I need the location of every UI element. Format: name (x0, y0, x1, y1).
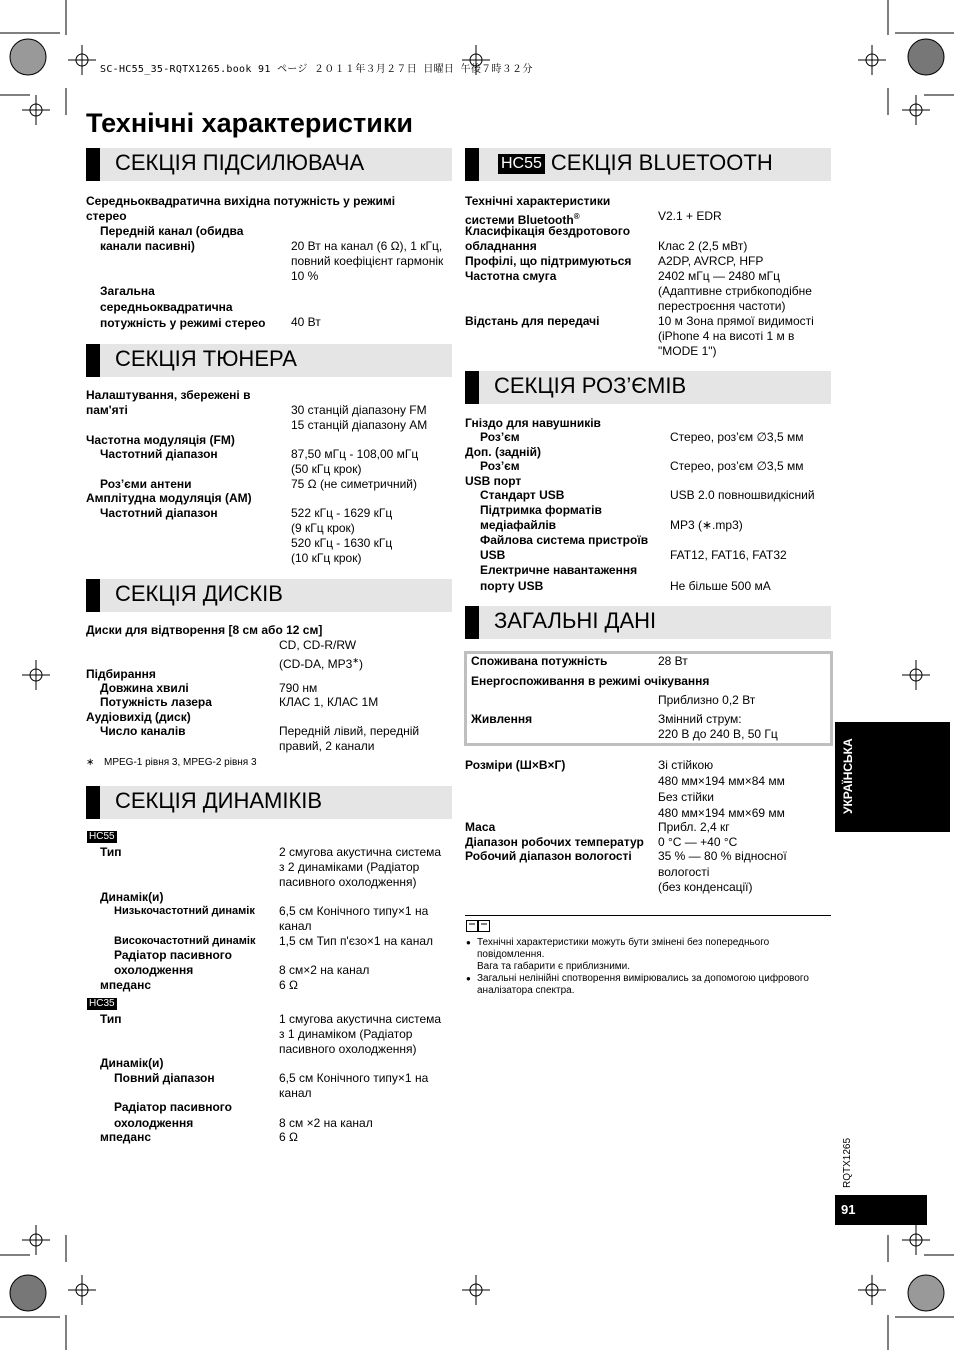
spk35-fullrange-value-2: канал (279, 1086, 312, 1100)
spk35-type-value-3: пасивного охолодження) (279, 1042, 417, 1056)
hc55-badge: HC55 (89, 831, 115, 842)
spk35-impedance-value: 6 Ω (279, 1130, 298, 1144)
gen-power-value: 28 Вт (658, 654, 688, 668)
amp-front-label-2: канали пасивні) (100, 239, 195, 253)
spk35-units-label: Динамік(и) (100, 1056, 164, 1070)
amp-front-value: 20 Вт на канал (6 Ω), 1 кГц, (291, 239, 443, 253)
conn-aux-jack-label: Роз’єм (480, 459, 520, 473)
bt-band-value-2: (Адаптивне стрибкоподібне (658, 284, 812, 298)
hc35-badge: HC35 (89, 998, 115, 1009)
spk55-type-value-2: з 2 динаміками (Радіатор (279, 860, 420, 874)
spk35-radiator-label-2: охолодження (114, 1116, 194, 1130)
conn-usb-fs-label: Файлова система пристроїв (480, 533, 649, 547)
spk55-impedance-value: 6 Ω (279, 978, 298, 992)
bt-class-label-2: обладнання (465, 239, 537, 253)
amp-front-label: Передній канал (обидва (100, 224, 244, 238)
gen-standby-label: Енергоспоживання в режимі очікування (471, 674, 710, 688)
disc-laser-label: Потужність лазера (100, 695, 212, 709)
gen-power-label: Споживана потужність (471, 654, 608, 668)
language-tab-label: УКРАЇНСЬКА (841, 738, 855, 814)
tuner-am-range-value-2: 520 кГц - 1630 кГц (291, 536, 393, 550)
bt-spec-value: V2.1 + EDR (658, 209, 722, 223)
spk35-type-label: Тип (100, 1012, 122, 1026)
conn-headphone-label: Гніздо для навушників (465, 416, 601, 430)
book-header: SC-HC55_35-RQTX1265.book 91 ページ ２０１１年３月２７日 日曜日 午後７時３２分 (100, 64, 533, 75)
disc-play-value-2 (279, 653, 363, 672)
spk55-type-label: Тип (100, 845, 122, 859)
gen-temp-label: Діапазон робочих температур (465, 835, 644, 849)
spk35-fullrange-value: 6,5 см Конічного типу×1 на (279, 1071, 429, 1085)
conn-usb-format-value: MP3 (∗.mp3) (670, 518, 743, 532)
page-number: 91 (841, 1202, 856, 1217)
registered-mark: ® (573, 212, 580, 221)
document-code: RQTX1265 (842, 1137, 853, 1188)
conn-usb-load-value: Не більше 500 мА (670, 579, 771, 593)
amp-total-value: 40 Вт (291, 315, 321, 329)
tuner-memory-value: 30 станцій діапазону FM (291, 403, 427, 417)
bt-band-value: 2402 мГц — 2480 мГц (658, 269, 780, 283)
disc-footnote: MPEG-1 рівня 3, MPEG-2 рівня 3 (104, 757, 257, 768)
tuner-am-range-label: Частотний діапазон (100, 506, 218, 520)
spk55-impedance-label: мпеданс (100, 978, 152, 992)
amp-rms-label-2: стерео (86, 209, 127, 223)
section-connectors-header (465, 371, 831, 404)
page-number-box (835, 1195, 927, 1225)
disc-laser-value: КЛАС 1, КЛАС 1M (279, 695, 379, 709)
section-speakers-title: СЕКЦІЯ ДИНАМІКІВ (115, 788, 323, 813)
conn-aux-label: Доп. (задній) (465, 445, 541, 459)
gen-mass-value: Прибл. 2,4 кг (658, 820, 730, 834)
amp-total-label-3: потужність у режимі стерео (100, 316, 266, 330)
spk35-type-value-2: з 1 динаміком (Радіатор (279, 1027, 413, 1041)
gen-dimensions-value: Зі стійкою (658, 758, 714, 772)
gen-standby-value: Приблизно 0,2 Вт (658, 693, 756, 707)
conn-usb-fs-label-2: USB (480, 548, 506, 562)
gen-mass-label: Маса (465, 820, 496, 834)
amp-front-value-3: 10 % (291, 269, 319, 283)
note-1-line-3: Вага та габарити є приблизними. (477, 961, 631, 972)
spk35-radiator-label: Радіатор пасивного (114, 1100, 232, 1114)
bt-spec-label-text: системи Bluetooth (465, 213, 574, 227)
gen-humidity-value-2: вологості (658, 865, 710, 879)
section-amp-header (86, 148, 452, 181)
note-2: Загальні нелінійні спотворення вимірювались за допомогою цифрового (477, 973, 809, 984)
bt-distance-value-2: (iPhone 4 на висоті 1 м в (658, 329, 795, 343)
spk55-radiator-label: Радіатор пасивного (114, 948, 232, 962)
gen-dimensions-value-4: 480 мм×194 мм×69 мм (658, 806, 785, 820)
section-disc-header (86, 579, 452, 612)
tuner-am-step-value-2: (10 кГц крок) (291, 551, 362, 565)
section-amp-title: СЕКЦІЯ ПІДСИЛЮВАЧА (115, 150, 365, 175)
note-bullet-1: ● (466, 938, 471, 947)
disc-play-value: CD, CD-R/RW (279, 638, 357, 652)
disc-channels-value-2: правий, 2 канали (279, 739, 375, 753)
disc-channels-value: Передній лівий, передній (279, 724, 420, 738)
note-bullet-2: ● (466, 974, 471, 983)
notes-divider (465, 915, 831, 916)
footnote-mark: ∗ (352, 656, 360, 665)
spk55-type-value-3: пасивного охолодження) (279, 875, 417, 889)
spk55-woofer-label: Низькочастотний динамік (114, 905, 255, 917)
book-icon (466, 920, 490, 932)
section-bluetooth-header (465, 148, 831, 181)
bt-distance-value-3: "MODE 1") (658, 344, 717, 358)
amp-rms-label: Середньоквадратична вихідна потужність у режимі (86, 194, 396, 208)
conn-usb-load-label-2: порту USB (480, 579, 544, 593)
conn-usb-load-label: Електричне навантаження (480, 563, 638, 577)
spk35-type-value: 1 смугова акустична система (279, 1012, 442, 1026)
disc-channels-label: Число каналів (100, 724, 186, 738)
spk55-type-value: 2 смугова акустична система (279, 845, 442, 859)
tuner-am-range-value: 522 кГц - 1629 кГц (291, 506, 393, 520)
conn-usb-fs-value: FAT12, FAT16, FAT32 (670, 548, 787, 562)
tuner-memory-value-2: 15 станцій діапазону AM (291, 418, 428, 432)
conn-usb-label: USB порт (465, 474, 522, 488)
note-2-line-2: аналізатора спектра. (477, 985, 575, 996)
disc-footnote-mark: ∗ (86, 757, 95, 768)
bt-distance-value: 10 м Зона прямої видимості (658, 314, 814, 328)
gen-supply-value-2: 220 В до 240 В, 50 Гц (658, 727, 778, 741)
conn-usb-format-label-2: медіафайлів (480, 518, 557, 532)
disc-play-label: Диски для відтворення [8 см або 12 см] (86, 623, 323, 637)
tuner-memory-label-2: пам'яті (86, 403, 128, 417)
section-bluetooth-title-wrap (498, 150, 773, 176)
bt-band-label: Частотна смуга (465, 269, 557, 283)
disc-wavelength-label: Довжина хвилі (100, 681, 189, 695)
amp-total-label-2: середньоквадратична (100, 300, 233, 314)
disc-play-formats: (CD-DA, MP3 (279, 657, 353, 671)
page-title: Технічні характеристики (86, 108, 413, 138)
section-general-header (465, 606, 831, 639)
tuner-am-step-value: (9 кГц крок) (291, 521, 355, 535)
conn-headphone-jack-label: Роз’єм (480, 430, 520, 444)
bt-spec-label: Технічні характеристики (465, 194, 611, 208)
spk55-woofer-value-2: канал (279, 919, 312, 933)
bt-band-value-3: перестроєння частоти) (658, 299, 786, 313)
tuner-fm-step-value: (50 кГц крок) (291, 462, 362, 476)
spk55-units-label: Динамік(и) (100, 890, 164, 904)
disc-audio-label: Аудіовихід (диск) (86, 710, 191, 724)
bt-distance-label: Відстань для передачі (465, 314, 600, 328)
tuner-antenna-label: Роз’єми антени (100, 477, 192, 491)
bt-class-value: Клас 2 (2,5 мВт) (658, 239, 748, 253)
spk35-radiator-value: 8 см ×2 на канал (279, 1116, 373, 1130)
section-tuner-title: СЕКЦІЯ ТЮНЕРА (115, 346, 297, 371)
tuner-fm-label: Частотна модуляція (FM) (86, 433, 235, 447)
spk35-impedance-label: мпеданс (100, 1130, 152, 1144)
gen-humidity-label: Робочий діапазон вологості (465, 849, 632, 863)
disc-play-formats-end: ) (359, 657, 364, 671)
gen-dimensions-value-3: Без стійки (658, 790, 714, 804)
spk55-tweeter-value: 1,5 см Тип п'єзо×1 на канал (279, 934, 434, 948)
conn-usb-std-value: USB 2.0 повношвидкісний (670, 488, 815, 502)
gen-dimensions-label: Розміри (Ш×В×Г) (465, 758, 566, 772)
language-tab (835, 722, 950, 832)
section-speakers-header (86, 786, 452, 819)
bt-profiles-value: A2DP, AVRCP, HFP (658, 254, 764, 268)
gen-supply-label: Живлення (471, 712, 533, 726)
spk55-radiator-value: 8 см×2 на канал (279, 963, 370, 977)
gen-humidity-value-3: (без конденсації) (658, 880, 753, 894)
tuner-fm-range-label: Частотний діапазон (100, 447, 218, 461)
disc-pickup-label: Підбирання (86, 667, 156, 681)
gen-temp-value: 0 °C — +40 °C (658, 835, 738, 849)
conn-headphone-value: Стерео, роз’єм ∅3,5 мм (670, 430, 804, 444)
tuner-fm-range-value: 87,50 мГц - 108,00 мГц (291, 447, 419, 461)
tuner-am-label: Амплітудна модуляція (AM) (86, 491, 252, 505)
spk55-woofer-value: 6,5 см Конічного типу×1 на (279, 904, 429, 918)
spk55-tweeter-label: Високочастотний динамік (114, 935, 256, 947)
section-general-title: ЗАГАЛЬНІ ДАНІ (494, 608, 657, 633)
gen-supply-value: Змінний струм: (658, 712, 742, 726)
section-disc-title: СЕКЦІЯ ДИСКІВ (115, 581, 283, 606)
conn-usb-std-label: Стандарт USB (480, 488, 565, 502)
tuner-antenna-value: 75 Ω (не симетричний) (291, 477, 417, 491)
spk35-fullrange-label: Повний діапазон (114, 1071, 215, 1085)
tuner-memory-label: Налаштування, збережені в (86, 388, 251, 402)
spk55-radiator-label-2: охолодження (114, 963, 194, 977)
bt-profiles-label: Профілі, що підтримуються (465, 254, 632, 268)
section-connectors-title: СЕКЦІЯ РОЗ’ЄМІВ (494, 373, 687, 398)
conn-aux-value: Стерео, роз’єм ∅3,5 мм (670, 459, 804, 473)
hc55-section-badge: HC55 (498, 154, 545, 174)
gen-humidity-value: 35 % — 80 % відносної (658, 849, 787, 863)
disc-wavelength-value: 790 нм (279, 681, 318, 695)
bt-class-label: Класифікація бездротового (465, 224, 631, 238)
gen-dimensions-value-2: 480 мм×194 мм×84 мм (658, 774, 785, 788)
section-bluetooth-title: СЕКЦІЯ BLUETOOTH (550, 150, 773, 175)
note-1: Технічні характеристики можуть бути змінені без попереднього (477, 937, 770, 948)
amp-total-label: Загальна (100, 284, 155, 298)
section-tuner-header (86, 344, 452, 377)
conn-usb-format-label: Підтримка форматів (480, 503, 602, 517)
amp-front-value-2: повний коефіцієнт гармонік (291, 254, 444, 268)
note-1-line-2: повідомлення. (477, 949, 545, 960)
